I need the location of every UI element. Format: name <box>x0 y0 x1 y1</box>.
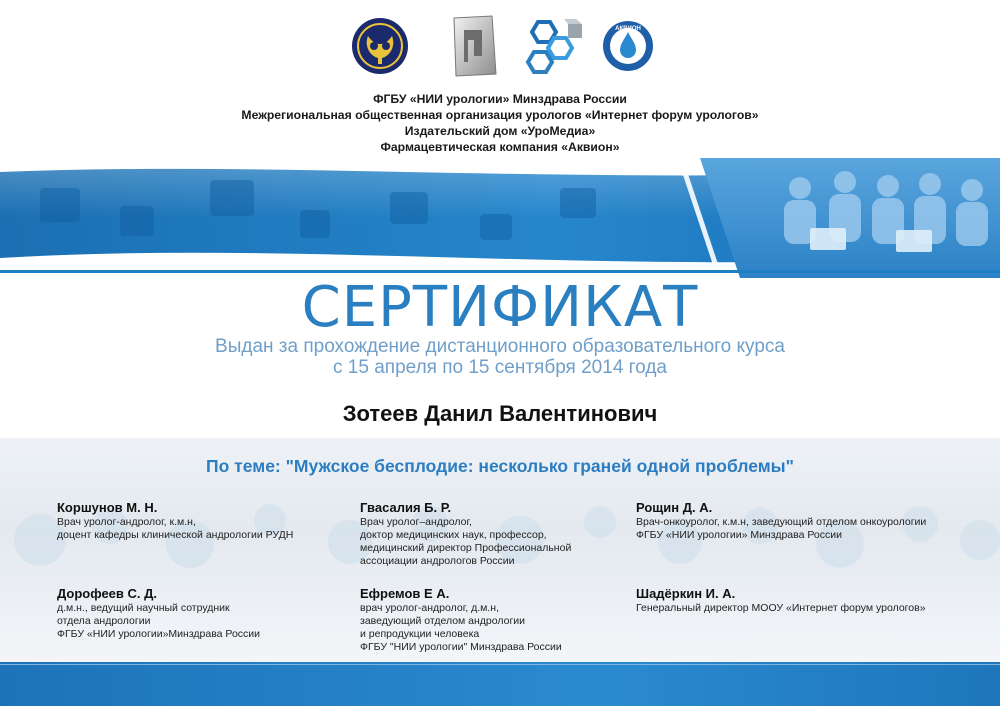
banner-stripe <box>0 270 1000 273</box>
author-desc-line: Генеральный директор МООУ «Интернет форум урологов» <box>636 602 926 614</box>
author-name: Коршунов М. Н. <box>57 500 158 515</box>
organization-line: Межрегиональная общественная организация урологов «Интернет форум урологов» <box>241 108 759 122</box>
nii-urology-logo <box>350 16 410 76</box>
author-desc-line: и репродукции человека <box>360 628 480 640</box>
organization-line: ФГБУ «НИИ урологии» Минздрава России <box>373 92 627 106</box>
author-block <box>360 499 571 568</box>
course-topic: По теме: "Мужское бесплодие: несколько граней одной проблемы" <box>206 456 794 476</box>
students-photo <box>660 158 1000 278</box>
author-desc-line: ФГБУ "НИИ урологии" Минздрава России <box>360 641 562 653</box>
author-desc-line: отдела андрологии <box>57 615 151 627</box>
footer-line <box>0 664 1000 665</box>
author-desc-line: доцент кафедры клинической андрологии РУДН <box>57 529 294 541</box>
author-desc-line: Врач-онкоуролог, к.м.н, заведующий отделом онкоурологии <box>636 516 927 528</box>
author-desc-line: ФГБУ «НИИ урологии» Минздрава России <box>636 529 842 541</box>
organization-line: Издательский дом «УроМедиа» <box>404 124 596 138</box>
organizations-block <box>0 91 1000 155</box>
author-desc-line: заведующий отделом андрологии <box>360 615 526 627</box>
author-desc-line: д.м.н., ведущий научный сотрудник <box>57 602 230 614</box>
author-name: Шадёркин И. А. <box>636 586 736 601</box>
author-block <box>57 585 260 641</box>
author-block <box>57 499 293 542</box>
recipient-name: Зотеев Данил Валентинович <box>342 401 658 426</box>
author-desc-line: ассоциации андрологов России <box>360 555 515 567</box>
author-desc-line: Врач уролог-андролог, к.м.н, <box>57 516 196 528</box>
certificate-title: СЕРТИФИКАТ <box>301 275 699 340</box>
organization-line: Фармацевтическая компания «Аквион» <box>380 140 620 154</box>
footer-bar <box>0 662 1000 706</box>
author-name: Рощин Д. А. <box>636 500 713 515</box>
author-name: Гвасалия Б. Р. <box>360 500 452 515</box>
author-name: Ефремов Е А. <box>360 586 450 601</box>
author-desc-line: Врач уролог–андролог, <box>360 516 472 528</box>
akvion-logo-text: АКВИОН <box>615 26 641 32</box>
cubes-logo <box>524 18 586 78</box>
logos-row <box>0 14 1000 78</box>
author-block <box>360 585 562 654</box>
author-name: Дорофеев С. Д. <box>57 586 157 601</box>
author-block <box>636 585 926 615</box>
certificate-subtitle-line1: Выдан за прохождение дистанционного образовательного курса <box>215 336 785 357</box>
author-desc-line: доктор медицинских наук, профессор, <box>360 529 547 541</box>
akvion-logo <box>602 20 654 72</box>
author-desc-line: ФГБУ «НИИ урологии»Минздрава России <box>57 628 261 640</box>
author-desc-line: медицинский директор Профессиональной <box>360 542 572 554</box>
author-block <box>636 499 926 542</box>
author-desc-line: врач уролог-андролог, д.м.н, <box>360 602 499 614</box>
uromedia-logo <box>448 14 500 78</box>
certificate-subtitle-line2: с 15 апреля по 15 сентября 2014 года <box>333 357 667 378</box>
